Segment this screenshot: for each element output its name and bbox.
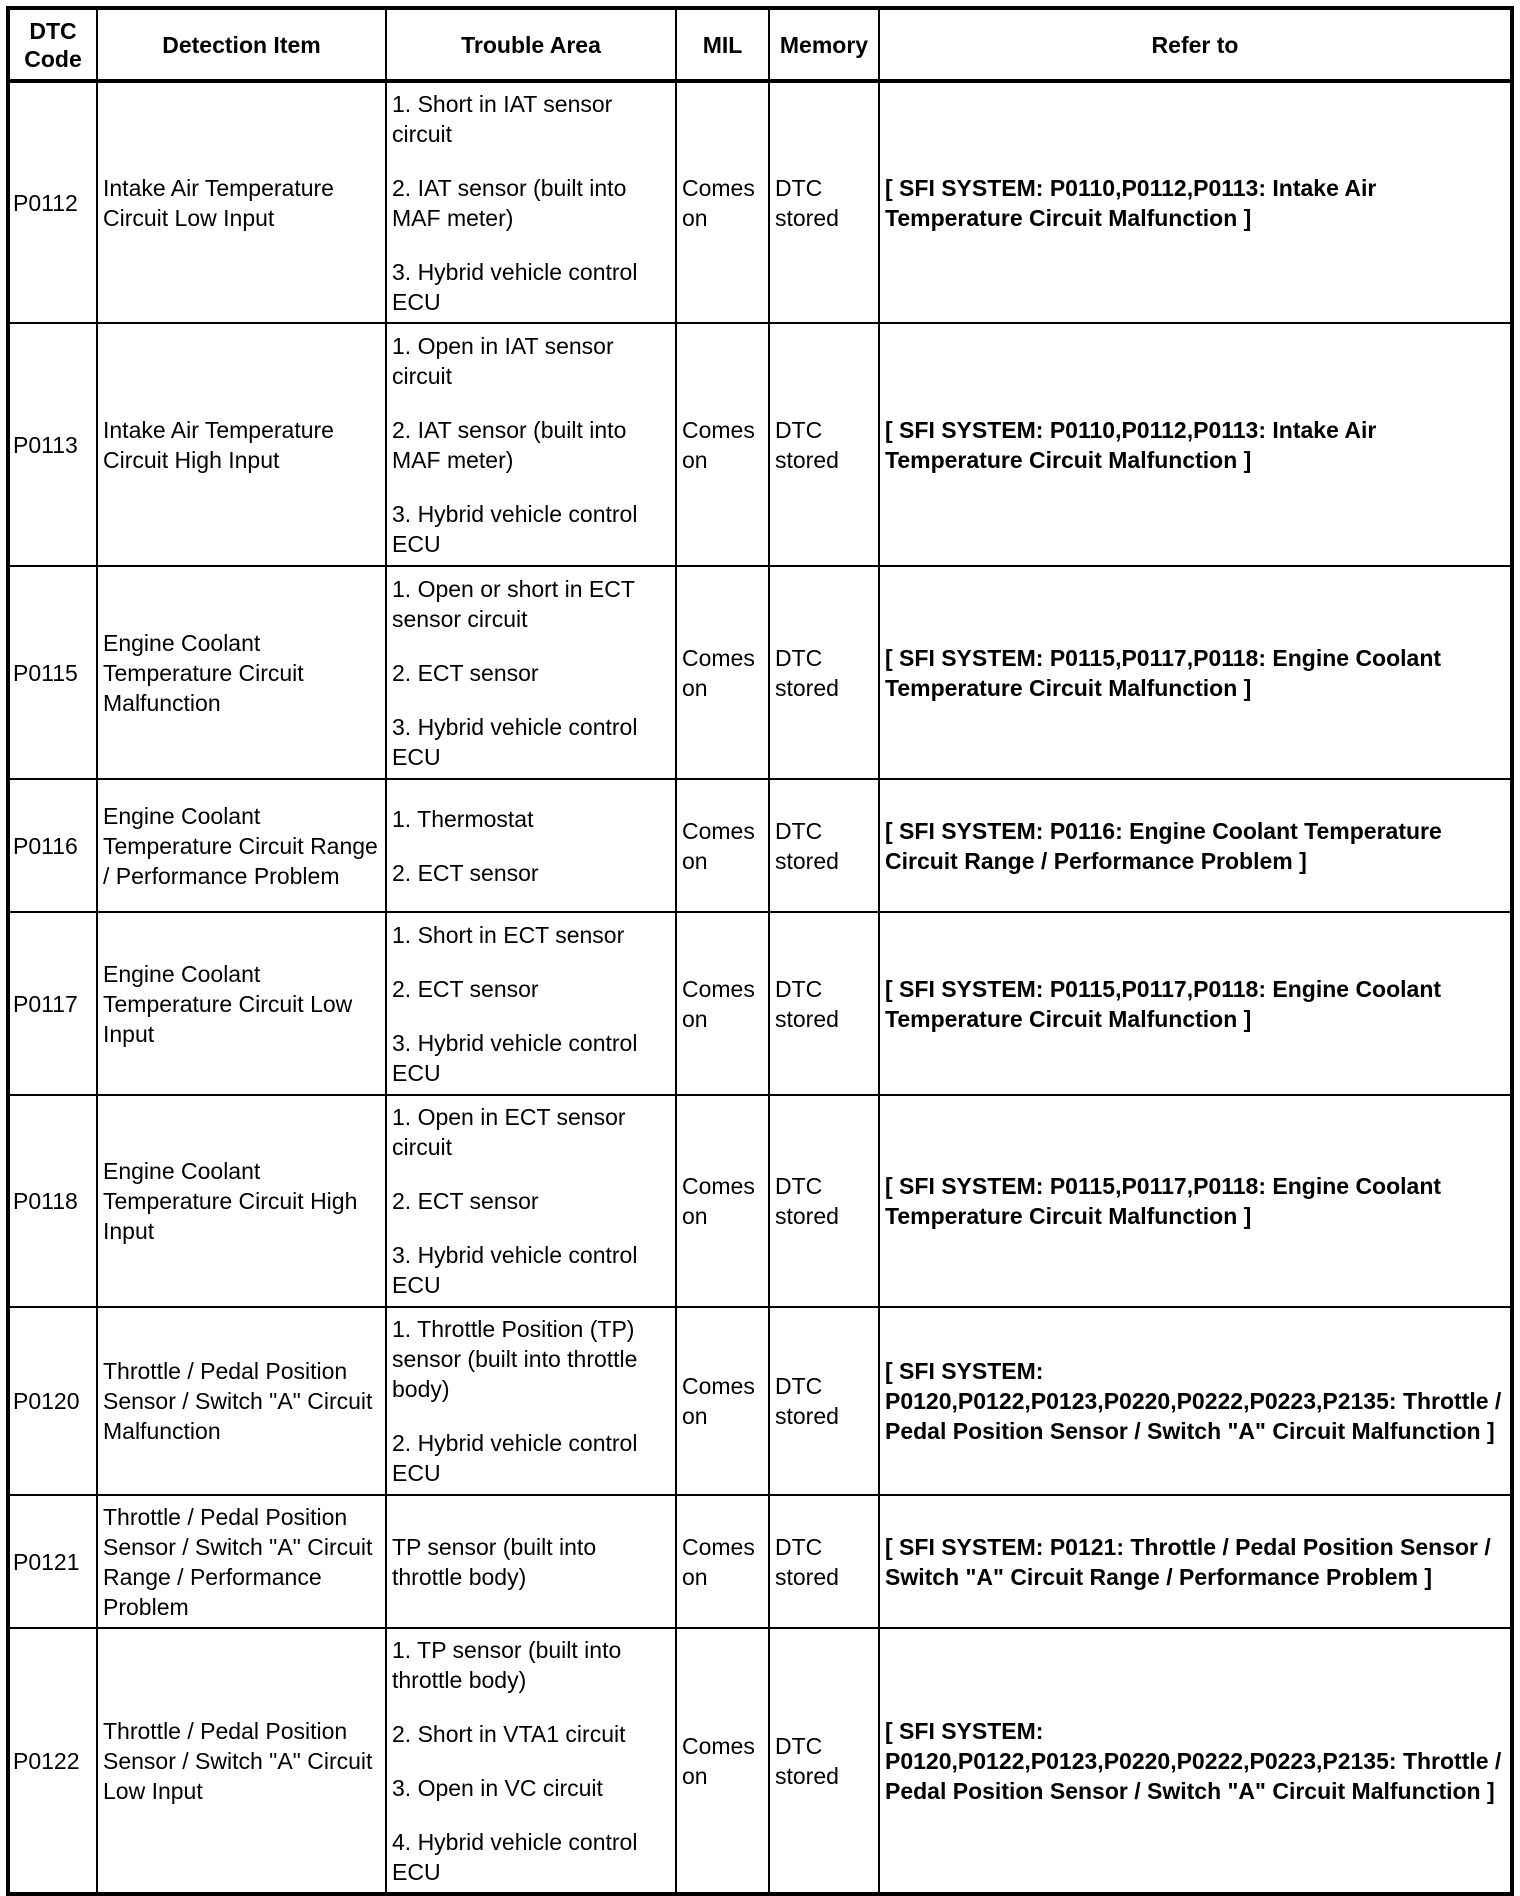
trouble-area-item: 3. Hybrid vehicle control ECU xyxy=(392,713,638,770)
header-trouble-area: Trouble Area xyxy=(386,8,676,81)
table-row xyxy=(8,81,1512,323)
refer-to-link[interactable]: [ SFI SYSTEM: P0120,P0122,P0123,P0220,P0222,P0223,P2135: Throttle / Pedal Position Sensor / Switch "A" Circuit Malfunction ] xyxy=(879,1307,1512,1495)
table-row xyxy=(8,1628,1512,1894)
mil-status: Comes on xyxy=(676,1307,769,1495)
table-row xyxy=(8,912,1512,1095)
trouble-area-item: 2. Hybrid vehicle control ECU xyxy=(392,1430,638,1486)
trouble-area-item: 1. Short in ECT sensor xyxy=(392,921,625,948)
header-row xyxy=(8,8,1512,81)
detection-item: Intake Air Temperature Circuit High Input xyxy=(97,323,386,566)
trouble-area-item: 2. ECT sensor xyxy=(392,659,539,686)
refer-to-link[interactable]: [ SFI SYSTEM: P0115,P0117,P0118: Engine Coolant Temperature Circuit Malfunction ] xyxy=(879,566,1512,779)
memory-status: DTC stored xyxy=(769,779,879,912)
memory-status: DTC stored xyxy=(769,1495,879,1628)
mil-status: Comes on xyxy=(676,1628,769,1894)
detection-item: Engine Coolant Temperature Circuit High Input xyxy=(97,1095,386,1307)
trouble-area-item: 2. IAT sensor (built into MAF meter) xyxy=(392,174,627,231)
mil-status: Comes on xyxy=(676,81,769,323)
dtc-code: P0121 xyxy=(8,1495,97,1628)
memory-status: DTC stored xyxy=(769,323,879,566)
detection-item: Throttle / Pedal Position Sensor / Switch "A" Circuit Low Input xyxy=(97,1628,386,1894)
mil-status: Comes on xyxy=(676,1095,769,1307)
trouble-area-item: 1. Short in IAT sensor circuit xyxy=(392,90,613,147)
trouble-area-item: 1. Open in ECT sensor circuit xyxy=(392,1104,626,1160)
refer-to-link[interactable]: [ SFI SYSTEM: P0115,P0117,P0118: Engine Coolant Temperature Circuit Malfunction ] xyxy=(879,1095,1512,1307)
table-row xyxy=(8,1307,1512,1495)
memory-status: DTC stored xyxy=(769,1628,879,1894)
header-mil: MIL xyxy=(676,8,769,81)
trouble-area xyxy=(386,81,676,323)
trouble-area xyxy=(386,1495,676,1628)
memory-status: DTC stored xyxy=(769,1307,879,1495)
refer-to-link[interactable]: [ SFI SYSTEM: P0120,P0122,P0123,P0220,P0222,P0223,P2135: Throttle / Pedal Position Sensor / Switch "A" Circuit Malfunction ] xyxy=(879,1628,1512,1894)
dtc-code: P0122 xyxy=(8,1628,97,1894)
mil-status: Comes on xyxy=(676,1495,769,1628)
mil-status: Comes on xyxy=(676,323,769,566)
trouble-area xyxy=(386,323,676,566)
memory-status: DTC stored xyxy=(769,1095,879,1307)
trouble-area-item: 1. Open or short in ECT sensor circuit xyxy=(392,575,635,632)
detection-item: Throttle / Pedal Position Sensor / Switch "A" Circuit Malfunction xyxy=(97,1307,386,1495)
trouble-area-item: 1. Open in IAT sensor circuit xyxy=(392,332,614,389)
table-row xyxy=(8,1095,1512,1307)
trouble-area-item: 1. TP sensor (built into throttle body) xyxy=(392,1636,622,1693)
dtc-code: P0118 xyxy=(8,1095,97,1307)
mil-status: Comes on xyxy=(676,912,769,1095)
detection-item: Engine Coolant Temperature Circuit Low Input xyxy=(97,912,386,1095)
detection-item: Throttle / Pedal Position Sensor / Switch "A" Circuit Range / Performance Problem xyxy=(97,1495,386,1628)
trouble-area-item: 2. ECT sensor xyxy=(392,859,539,886)
dtc-code: P0112 xyxy=(8,81,97,323)
trouble-area-item: TP sensor (built into throttle body) xyxy=(392,1533,597,1590)
detection-item: Intake Air Temperature Circuit Low Input xyxy=(97,81,386,323)
table-row xyxy=(8,779,1512,912)
mil-status: Comes on xyxy=(676,779,769,912)
header-refer-to: Refer to xyxy=(879,8,1512,81)
dtc-code: P0113 xyxy=(8,323,97,566)
dtc-code: P0116 xyxy=(8,779,97,912)
trouble-area xyxy=(386,566,676,779)
header-memory: Memory xyxy=(769,8,879,81)
trouble-area-item: 4. Hybrid vehicle control ECU xyxy=(392,1828,638,1885)
trouble-area-item: 1. Thermostat xyxy=(392,805,534,832)
header-detection-item: Detection Item xyxy=(97,8,386,81)
detection-item: Engine Coolant Temperature Circuit Malfunction xyxy=(97,566,386,779)
dtc-code: P0117 xyxy=(8,912,97,1095)
trouble-area-item: 3. Hybrid vehicle control ECU xyxy=(392,1242,638,1298)
refer-to-link[interactable]: [ SFI SYSTEM: P0115,P0117,P0118: Engine Coolant Temperature Circuit Malfunction ] xyxy=(879,912,1512,1095)
trouble-area xyxy=(386,1628,676,1894)
trouble-area-item: 3. Open in VC circuit xyxy=(392,1774,603,1801)
refer-to-link[interactable]: [ SFI SYSTEM: P0121: Throttle / Pedal Position Sensor / Switch "A" Circuit Range / Performance Problem ] xyxy=(879,1495,1512,1628)
detection-item: Engine Coolant Temperature Circuit Range / Performance Problem xyxy=(97,779,386,912)
dtc-table xyxy=(6,6,1514,1896)
dtc-code: P0120 xyxy=(8,1307,97,1495)
mil-status: Comes on xyxy=(676,566,769,779)
trouble-area-item: 2. Short in VTA1 circuit xyxy=(392,1720,626,1747)
trouble-area-item: 3. Hybrid vehicle control ECU xyxy=(392,1029,638,1086)
trouble-area xyxy=(386,1095,676,1307)
trouble-area xyxy=(386,912,676,1095)
trouble-area-item: 1. Throttle Position (TP) sensor (built into throttle body) xyxy=(392,1316,638,1402)
trouble-area xyxy=(386,1307,676,1495)
refer-to-link[interactable]: [ SFI SYSTEM: P0110,P0112,P0113: Intake Air Temperature Circuit Malfunction ] xyxy=(879,81,1512,323)
table-row xyxy=(8,323,1512,566)
header-dtc-code: DTC Code xyxy=(8,8,97,81)
refer-to-link[interactable]: [ SFI SYSTEM: P0110,P0112,P0113: Intake Air Temperature Circuit Malfunction ] xyxy=(879,323,1512,566)
memory-status: DTC stored xyxy=(769,81,879,323)
table-row xyxy=(8,566,1512,779)
trouble-area-item: 3. Hybrid vehicle control ECU xyxy=(392,258,638,315)
table-row xyxy=(8,1495,1512,1628)
refer-to-link[interactable]: [ SFI SYSTEM: P0116: Engine Coolant Temperature Circuit Range / Performance Problem ] xyxy=(879,779,1512,912)
dtc-code: P0115 xyxy=(8,566,97,779)
trouble-area xyxy=(386,779,676,912)
trouble-area-item: 2. IAT sensor (built into MAF meter) xyxy=(392,416,627,473)
memory-status: DTC stored xyxy=(769,912,879,1095)
memory-status: DTC stored xyxy=(769,566,879,779)
trouble-area-item: 2. ECT sensor xyxy=(392,975,539,1002)
trouble-area-item: 3. Hybrid vehicle control ECU xyxy=(392,500,638,557)
trouble-area-item: 2. ECT sensor xyxy=(392,1188,539,1214)
